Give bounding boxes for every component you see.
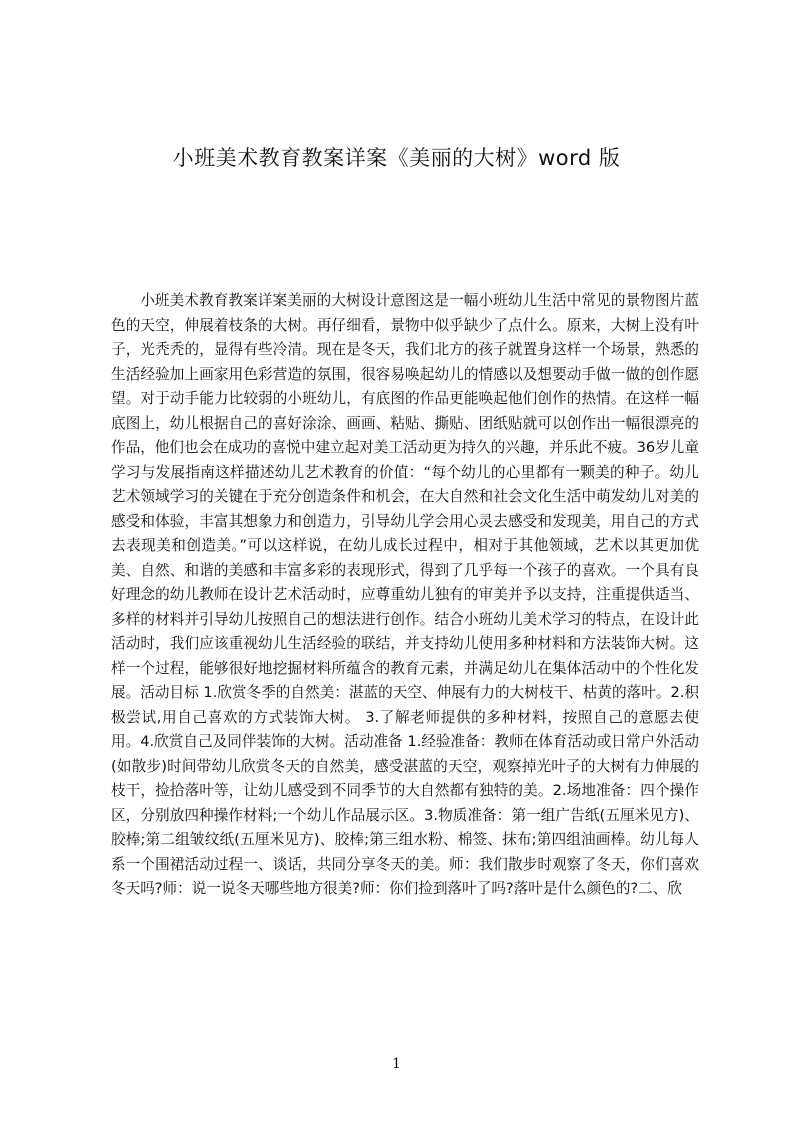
document-title: 小班美术教育教案详案《美丽的大树》word 版 (172, 146, 621, 170)
body-paragraph: 小班美术教育教案详案美丽的大树设计意图这是一幅小班幼儿生活中常见的景物图片蓝色的天空，伸展着枝条的大树。再仔细看，景物中似乎缺少了点什么。原来，大树上没有叶子，光秃秃的，显得有些冷清。现在是冬天，我们北方的孩子就置身这样一个场景，熟悉的生活经验加上画家用色彩营造的氛围，很容易唤起幼儿的情感以及想要动手做一做的创作愿望。对于动手能力比较弱的小班幼儿，有底图的作品更能唤起他们创作的热情。在这样一幅底图上，幼儿根据自己的喜好涂涂、画画、粘贴、撕贴、团纸贴就可以创作出一幅很漂亮的作品，他们也会在成功的喜悦中建立起对美工活动更为持久的兴趣，并乐此不疲。36岁儿童学习与发展指南这样描述幼儿艺术教育的价值：“每个幼儿的心里都有一颗美的种子。幼儿艺术领域学习的关键在于充分创造条件和机会，在大自然和社会文化生活中萌发幼儿对美的感受和体验，丰富其想象力和创造力，引导幼儿学会用心灵去感受和发现美，用自己的方式去表现美和创造美。”可以这样说，在幼儿成长过程中，相对于其他领域，艺术以其更加优美、自然、和谐的美感和丰富多彩的表现形式，得到了几乎每一个孩子的喜欢。一个具有良好理念的幼儿教师在设计艺术活动时，应尊重幼儿独有的审美并予以支持，注重提供适当、多样的材料并引导幼儿按照自己的想法进行创作。结合小班幼儿美术学习的特点，在设计此活动时，我们应该重视幼儿生活经验的联结，并支持幼儿使用多种材料和方法装饰大树。这样一个过程，能够很好地挖掘材料所蕴含的教育元素，并满足幼儿在集体活动中的个性化发展。活动目标 1.欣赏冬季的自然美：湛蓝的天空、伸展有力的大树枝干、枯黄的落叶。2.积极尝试,用自己喜欢的方式装饰大树。 3.了解老师提供的多种材料，按照自己的意愿去使用。4.欣赏自己及同伴装饰的大树。活动准备 1.经验准备：教师在体育活动或日常户外活动(如散步)时间带幼儿欣赏冬天的自然美，感受湛蓝的天空，观察掉光叶子的大树有力伸展的枝干，捡拾落叶等，让幼儿感受到不同季节的大自然都有独特的美。2.场地准备：四个操作区，分别放四种操作材料;一个幼儿作品展示区。3.物质准备：第一组广告纸(五厘米见方)、胶棒;第二组皱纹纸(五厘米见方)、胶棒;第三组水粉、棉签、抹布;第四组油画棒。幼儿每人系一个围裙活动过程一、谈话，共同分享冬天的美。师：我们散步时观察了冬天，你们喜欢冬天吗?师：说一说冬天哪些地方很美?师：你们捡到落叶了吗?落叶是什么颜色的?二、欣 (111, 292, 699, 897)
page-number: 1 (392, 1056, 401, 1072)
